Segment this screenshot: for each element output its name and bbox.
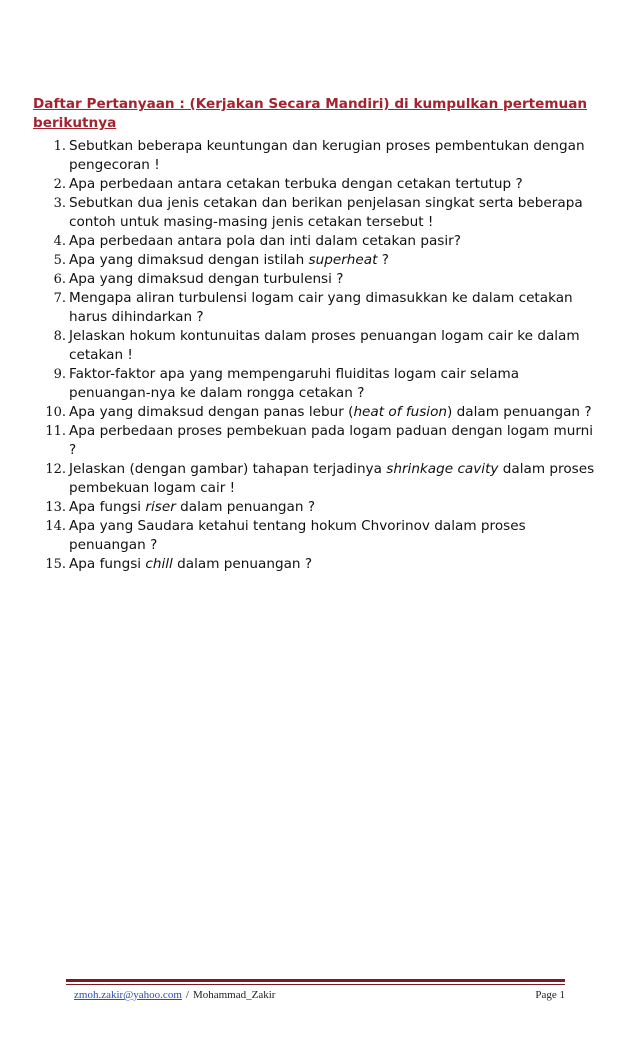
question-number: 1.: [53, 139, 66, 154]
question-text-segment: ?: [377, 252, 389, 268]
question-term-italic: superheat: [308, 252, 378, 268]
question-number: 6.: [53, 272, 66, 287]
question-text-segment: Mengapa aliran turbulensi logam cair yang dimasukkan ke dalam cetakan harus dihindarkan ?: [69, 290, 573, 325]
question-text: [69, 555, 604, 574]
question-text-segment: dalam penuangan ?: [175, 499, 316, 515]
question-number: 3.: [53, 196, 66, 211]
question-text-segment: Apa yang dimaksud dengan turbulensi ?: [69, 271, 344, 287]
question-number: 2.: [53, 177, 66, 192]
question-text-segment: ) dalam penuangan ?: [447, 404, 592, 420]
question-text: [69, 194, 604, 232]
question-text: [69, 175, 604, 194]
question-text: [69, 327, 604, 365]
question-number: 12.: [45, 462, 66, 477]
question-text-segment: Faktor-faktor apa yang mempengaruhi fluiditas logam cair selama penuangan-nya ke dalam rongga cetakan ?: [69, 366, 520, 401]
question-text-segment: Jelaskan hokum kontunuitas dalam proses penuangan logam cair ke dalam cetakan !: [69, 328, 580, 363]
question-text-segment: Apa perbedaan proses pembekuan pada logam paduan dengan logam murni ?: [69, 423, 594, 458]
question-text-segment: Sebutkan dua jenis cetakan dan berikan penjelasan singkat serta beberapa contoh untuk masing-masing jenis cetakan tersebut !: [69, 195, 583, 230]
question-text-segment: Apa fungsi: [69, 499, 146, 515]
question-text-segment: Apa yang dimaksud dengan istilah: [69, 252, 309, 268]
question-item: [0, 194, 638, 232]
question-text: [69, 403, 604, 422]
question-text: [69, 137, 604, 175]
question-item: [0, 422, 638, 460]
question-text-segment: Jelaskan (dengan gambar) tahapan terjadinya: [69, 461, 387, 477]
question-term-italic: riser: [145, 499, 176, 515]
question-item: [0, 517, 638, 555]
question-number: 11.: [45, 424, 66, 439]
question-item: [0, 365, 638, 403]
question-text-segment: Apa yang dimaksud dengan panas lebur (: [69, 404, 354, 420]
question-number: 9.: [53, 367, 66, 382]
question-text-segment: dalam penuangan ?: [172, 556, 313, 572]
footer-rule-thin: [66, 984, 565, 985]
question-item: [0, 137, 638, 175]
question-item: [0, 270, 638, 289]
footer-author: Mohammad_Zakir: [192, 989, 276, 1001]
question-item: [0, 327, 638, 365]
question-text-segment: Sebutkan beberapa keuntungan dan kerugian proses pembentukan dengan pengecoran !: [69, 138, 585, 173]
question-text: [69, 460, 604, 498]
question-text-segment: Apa yang Saudara ketahui tentang hokum Chvorinov dalam proses penuangan ?: [69, 518, 526, 553]
question-number: 8.: [53, 329, 66, 344]
question-number: 13.: [45, 500, 66, 515]
question-number: 4.: [53, 234, 66, 249]
question-number: 15.: [45, 557, 66, 572]
question-text-segment: Apa fungsi: [69, 556, 146, 572]
question-text: [69, 517, 604, 555]
footer-separator: /: [185, 989, 189, 1001]
question-term-italic: heat of fusion: [353, 404, 448, 420]
footer-email-link[interactable]: zmoh.zakir@yahoo.com: [74, 989, 182, 1001]
question-item: [0, 555, 638, 574]
question-text: [69, 270, 604, 289]
question-term-italic: chill: [145, 556, 173, 572]
question-number: 14.: [45, 519, 66, 534]
question-text: [69, 365, 604, 403]
footer-rule-thick: [66, 979, 565, 982]
question-text-segment: dalam proses pembekuan logam cair !: [69, 461, 595, 496]
footer-page-number: Page 1: [535, 989, 565, 1001]
question-number: 10.: [45, 405, 66, 420]
question-item: [0, 232, 638, 251]
page-heading: Daftar Pertanyaan : (Kerjakan Secara Mandiri) di kumpulkan pertemuan berikutnya: [33, 96, 588, 131]
question-text: [69, 232, 604, 251]
question-text: [69, 289, 604, 327]
question-number: 5.: [53, 253, 66, 268]
question-item: [0, 498, 638, 517]
question-text-segment: Apa perbedaan antara cetakan terbuka dengan cetakan tertutup ?: [69, 176, 523, 192]
question-list: [0, 137, 638, 574]
page-footer: [74, 989, 565, 1001]
question-number: 7.: [53, 291, 66, 306]
question-text: [69, 251, 604, 270]
question-item: [0, 251, 638, 270]
question-text: [69, 498, 604, 517]
question-text-segment: Apa perbedaan antara pola dan inti dalam cetakan pasir?: [69, 233, 461, 249]
question-text: [69, 422, 604, 460]
question-item: [0, 175, 638, 194]
question-item: [0, 403, 638, 422]
question-item: [0, 460, 638, 498]
question-term-italic: shrinkage cavity: [386, 461, 499, 477]
question-item: [0, 289, 638, 327]
